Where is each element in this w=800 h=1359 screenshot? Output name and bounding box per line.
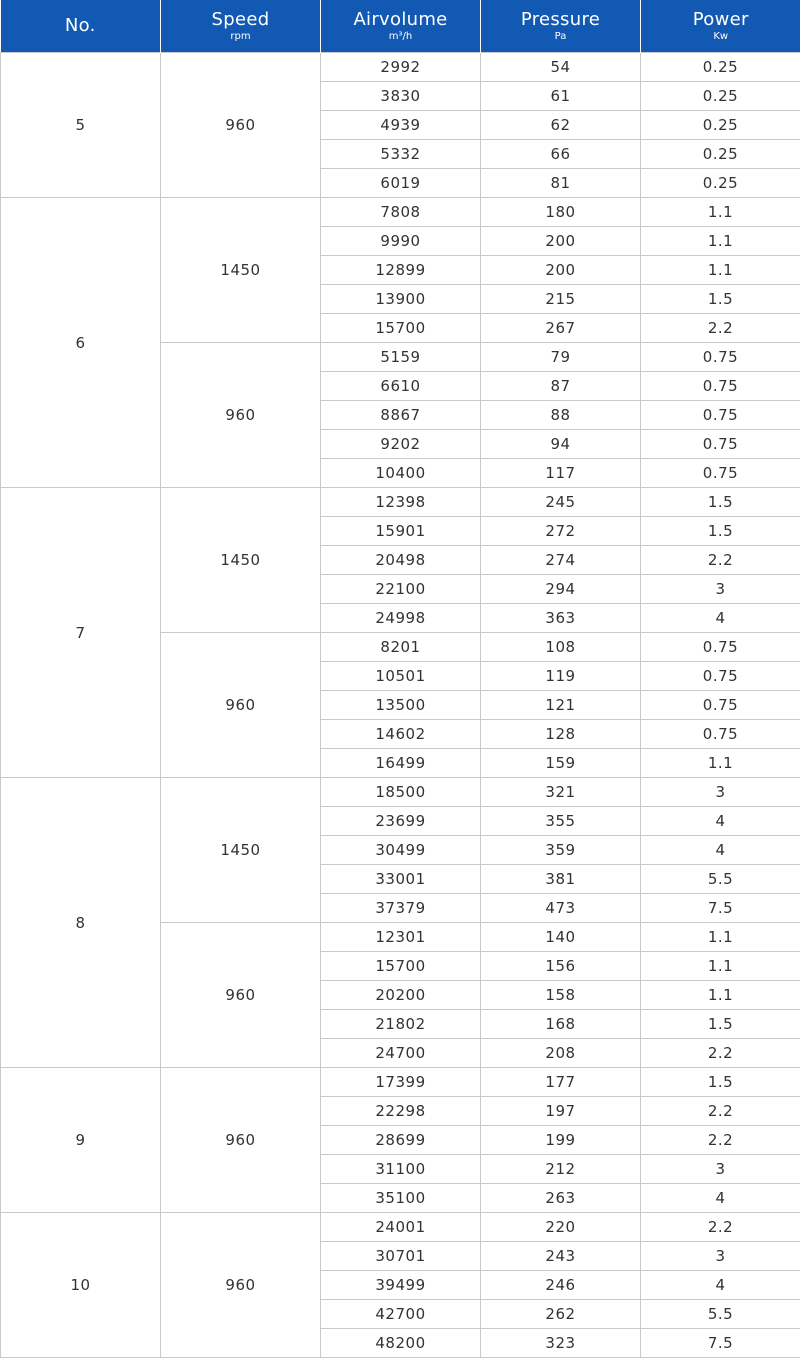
- airvolume-cell: 37379: [321, 894, 481, 923]
- power-cell: 0.75: [641, 372, 800, 401]
- power-cell: 1.1: [641, 952, 800, 981]
- power-cell: 0.75: [641, 430, 800, 459]
- power-cell: 1.1: [641, 923, 800, 952]
- power-cell: 0.75: [641, 662, 800, 691]
- header-pressure-unit: Pa: [554, 30, 567, 42]
- airvolume-cell: 6610: [321, 372, 481, 401]
- pressure-cell: 272: [481, 517, 641, 546]
- speed-cell: 960: [161, 1213, 321, 1358]
- airvolume-cell: 9990: [321, 227, 481, 256]
- power-cell: 0.25: [641, 53, 800, 82]
- power-cell: 4: [641, 604, 800, 633]
- pressure-cell: 168: [481, 1010, 641, 1039]
- power-cell: 1.1: [641, 227, 800, 256]
- pressure-cell: 121: [481, 691, 641, 720]
- airvolume-cell: 22100: [321, 575, 481, 604]
- pressure-cell: 200: [481, 227, 641, 256]
- pressure-cell: 128: [481, 720, 641, 749]
- pressure-cell: 220: [481, 1213, 641, 1242]
- pressure-cell: 140: [481, 923, 641, 952]
- power-cell: 3: [641, 778, 800, 807]
- airvolume-cell: 7808: [321, 198, 481, 227]
- power-cell: 7.5: [641, 894, 800, 923]
- airvolume-cell: 18500: [321, 778, 481, 807]
- table-row: [1, 198, 800, 227]
- table-row: [1, 53, 800, 82]
- header-power: [641, 0, 800, 53]
- table-row: [1, 778, 800, 807]
- speed-cell: 960: [161, 633, 321, 778]
- airvolume-cell: 17399: [321, 1068, 481, 1097]
- pressure-cell: 274: [481, 546, 641, 575]
- airvolume-cell: 12899: [321, 256, 481, 285]
- power-cell: 4: [641, 807, 800, 836]
- header-speed-unit: rpm: [230, 30, 251, 42]
- pressure-cell: 158: [481, 981, 641, 1010]
- power-cell: 4: [641, 1184, 800, 1213]
- power-cell: 1.5: [641, 488, 800, 517]
- airvolume-cell: 10400: [321, 459, 481, 488]
- power-cell: 2.2: [641, 1126, 800, 1155]
- pressure-cell: 66: [481, 140, 641, 169]
- pressure-cell: 62: [481, 111, 641, 140]
- power-cell: 0.75: [641, 633, 800, 662]
- pressure-cell: 262: [481, 1300, 641, 1329]
- airvolume-cell: 35100: [321, 1184, 481, 1213]
- pressure-cell: 88: [481, 401, 641, 430]
- power-cell: 0.75: [641, 401, 800, 430]
- airvolume-cell: 12301: [321, 923, 481, 952]
- pressure-cell: 87: [481, 372, 641, 401]
- airvolume-cell: 16499: [321, 749, 481, 778]
- pressure-cell: 363: [481, 604, 641, 633]
- airvolume-cell: 21802: [321, 1010, 481, 1039]
- pressure-cell: 243: [481, 1242, 641, 1271]
- pressure-cell: 79: [481, 343, 641, 372]
- pressure-cell: 473: [481, 894, 641, 923]
- airvolume-cell: 15901: [321, 517, 481, 546]
- power-cell: 1.1: [641, 749, 800, 778]
- power-cell: 0.25: [641, 169, 800, 198]
- airvolume-cell: 48200: [321, 1329, 481, 1358]
- header-speed-label: Speed: [211, 8, 270, 30]
- power-cell: 2.2: [641, 546, 800, 575]
- header-power-unit: Kw: [713, 30, 729, 42]
- power-cell: 1.1: [641, 198, 800, 227]
- airvolume-cell: 10501: [321, 662, 481, 691]
- pressure-cell: 323: [481, 1329, 641, 1358]
- pressure-cell: 208: [481, 1039, 641, 1068]
- power-cell: 1.5: [641, 1068, 800, 1097]
- table-header: [1, 0, 800, 53]
- airvolume-cell: 24700: [321, 1039, 481, 1068]
- pressure-cell: 381: [481, 865, 641, 894]
- pressure-cell: 321: [481, 778, 641, 807]
- pressure-cell: 81: [481, 169, 641, 198]
- power-cell: 4: [641, 1271, 800, 1300]
- pressure-cell: 199: [481, 1126, 641, 1155]
- airvolume-cell: 15700: [321, 314, 481, 343]
- airvolume-cell: 8201: [321, 633, 481, 662]
- airvolume-cell: 14602: [321, 720, 481, 749]
- model-no-cell: 7: [1, 488, 161, 778]
- airvolume-cell: 24001: [321, 1213, 481, 1242]
- airvolume-cell: 5332: [321, 140, 481, 169]
- pressure-cell: 94: [481, 430, 641, 459]
- header-airvolume-label: Airvolume: [353, 8, 448, 30]
- power-cell: 3: [641, 1155, 800, 1184]
- airvolume-cell: 23699: [321, 807, 481, 836]
- pressure-cell: 156: [481, 952, 641, 981]
- airvolume-cell: 30701: [321, 1242, 481, 1271]
- table-body: [1, 53, 800, 1358]
- power-cell: 3: [641, 575, 800, 604]
- airvolume-cell: 8867: [321, 401, 481, 430]
- power-cell: 1.5: [641, 1010, 800, 1039]
- pressure-cell: 180: [481, 198, 641, 227]
- airvolume-cell: 3830: [321, 82, 481, 111]
- pressure-cell: 200: [481, 256, 641, 285]
- airvolume-cell: 30499: [321, 836, 481, 865]
- pressure-cell: 108: [481, 633, 641, 662]
- model-no-cell: 6: [1, 198, 161, 488]
- pressure-cell: 119: [481, 662, 641, 691]
- airvolume-cell: 31100: [321, 1155, 481, 1184]
- model-no-cell: 9: [1, 1068, 161, 1213]
- power-cell: 0.25: [641, 82, 800, 111]
- pressure-cell: 263: [481, 1184, 641, 1213]
- model-no-cell: 10: [1, 1213, 161, 1358]
- speed-cell: 1450: [161, 488, 321, 633]
- pressure-cell: 61: [481, 82, 641, 111]
- airvolume-cell: 39499: [321, 1271, 481, 1300]
- model-no-cell: 8: [1, 778, 161, 1068]
- power-cell: 5.5: [641, 1300, 800, 1329]
- power-cell: 0.25: [641, 140, 800, 169]
- power-cell: 0.75: [641, 343, 800, 372]
- pressure-cell: 355: [481, 807, 641, 836]
- power-cell: 2.2: [641, 1097, 800, 1126]
- airvolume-cell: 15700: [321, 952, 481, 981]
- airvolume-cell: 13900: [321, 285, 481, 314]
- power-cell: 1.5: [641, 517, 800, 546]
- speed-cell: 960: [161, 1068, 321, 1213]
- pressure-cell: 267: [481, 314, 641, 343]
- speed-cell: 1450: [161, 198, 321, 343]
- airvolume-cell: 22298: [321, 1097, 481, 1126]
- table-row: [1, 1068, 800, 1097]
- pressure-cell: 215: [481, 285, 641, 314]
- power-cell: 1.1: [641, 256, 800, 285]
- header-power-label: Power: [692, 8, 749, 30]
- power-cell: 4: [641, 836, 800, 865]
- header-pressure-label: Pressure: [520, 8, 601, 30]
- airvolume-cell: 2992: [321, 53, 481, 82]
- pressure-cell: 117: [481, 459, 641, 488]
- speed-cell: 960: [161, 343, 321, 488]
- power-cell: 0.75: [641, 691, 800, 720]
- header-airvolume-unit: m³/h: [388, 30, 413, 42]
- header-pressure: [481, 0, 641, 53]
- airvolume-cell: 42700: [321, 1300, 481, 1329]
- power-cell: 2.2: [641, 314, 800, 343]
- airvolume-cell: 5159: [321, 343, 481, 372]
- power-cell: 2.2: [641, 1039, 800, 1068]
- power-cell: 1.1: [641, 981, 800, 1010]
- header-speed: [161, 0, 321, 53]
- speed-cell: 960: [161, 923, 321, 1068]
- table-row: [1, 488, 800, 517]
- airvolume-cell: 13500: [321, 691, 481, 720]
- pressure-cell: 246: [481, 1271, 641, 1300]
- airvolume-cell: 6019: [321, 169, 481, 198]
- header-airvolume: [321, 0, 481, 53]
- airvolume-cell: 20200: [321, 981, 481, 1010]
- power-cell: 0.75: [641, 720, 800, 749]
- power-cell: 2.2: [641, 1213, 800, 1242]
- pressure-cell: 197: [481, 1097, 641, 1126]
- table-row: [1, 1213, 800, 1242]
- power-cell: 5.5: [641, 865, 800, 894]
- power-cell: 0.25: [641, 111, 800, 140]
- pressure-cell: 212: [481, 1155, 641, 1184]
- model-no-cell: 5: [1, 53, 161, 198]
- pressure-cell: 245: [481, 488, 641, 517]
- airvolume-cell: 12398: [321, 488, 481, 517]
- pressure-cell: 54: [481, 53, 641, 82]
- pressure-cell: 159: [481, 749, 641, 778]
- power-cell: 0.75: [641, 459, 800, 488]
- header-row: [1, 0, 800, 53]
- header-no-label: No.: [64, 15, 96, 36]
- speed-cell: 960: [161, 53, 321, 198]
- airvolume-cell: 4939: [321, 111, 481, 140]
- header-no: [1, 0, 161, 53]
- power-cell: 7.5: [641, 1329, 800, 1358]
- speed-cell: 1450: [161, 778, 321, 923]
- pressure-cell: 177: [481, 1068, 641, 1097]
- pressure-cell: 359: [481, 836, 641, 865]
- pressure-cell: 294: [481, 575, 641, 604]
- airvolume-cell: 20498: [321, 546, 481, 575]
- airvolume-cell: 24998: [321, 604, 481, 633]
- airvolume-cell: 28699: [321, 1126, 481, 1155]
- airvolume-cell: 9202: [321, 430, 481, 459]
- power-cell: 1.5: [641, 285, 800, 314]
- power-cell: 3: [641, 1242, 800, 1271]
- airvolume-cell: 33001: [321, 865, 481, 894]
